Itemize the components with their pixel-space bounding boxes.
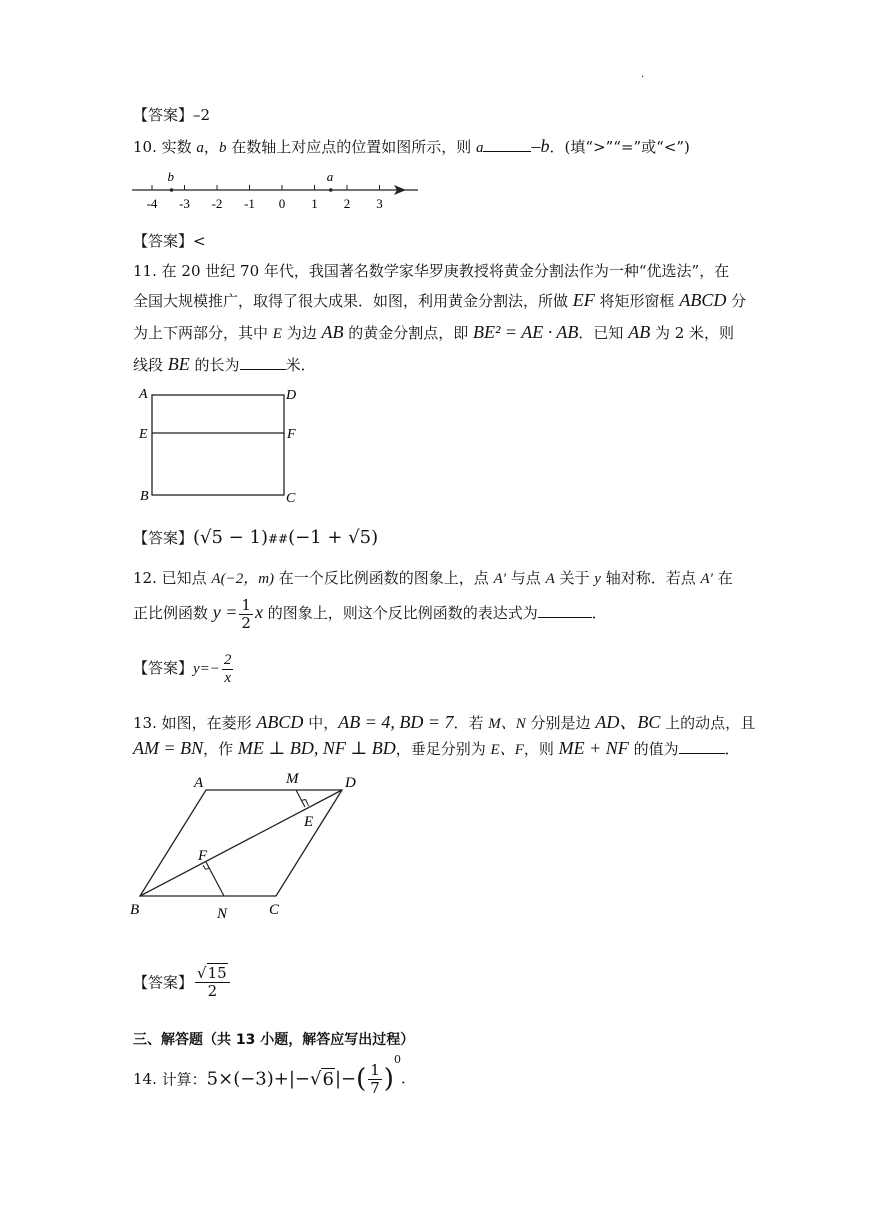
q9-answer	[133, 104, 210, 125]
tick-label: 2	[343, 196, 351, 211]
q14-left-paren: (	[356, 1064, 367, 1094]
rectangle-window-figure	[136, 384, 306, 508]
q12-fraction	[239, 597, 253, 631]
q12-line2	[133, 597, 607, 631]
q13-answer-fraction	[195, 965, 230, 999]
q11-line3-a: 为上下两部分，其中	[133, 324, 273, 342]
q13-sum: ME + NF	[558, 738, 629, 758]
q13-abcd: ABCD	[256, 712, 304, 732]
q10-answer-value: <	[193, 232, 206, 250]
q11-line4-b: 的长为	[189, 356, 240, 374]
tick-label: -2	[211, 196, 223, 211]
q11-line4-c: 米．	[285, 356, 316, 374]
q12-line2-a: 正比例函数	[133, 604, 213, 622]
q12-answer-num: 2	[223, 652, 232, 668]
q10-var-a2: a	[475, 140, 484, 156]
q12-frac-den: 2	[241, 613, 251, 632]
q11-answer-part2: (−1 + √5)	[288, 527, 379, 548]
q13-answer-den: 2	[207, 981, 218, 1000]
page-mark: ·	[641, 72, 645, 83]
q11-ab2: AB	[628, 322, 651, 342]
q14-exponent: 0	[393, 1053, 401, 1066]
label-c: C	[286, 491, 296, 506]
q12-a: A	[545, 571, 555, 587]
q12-line1-b: 在一个反比例函数的图象上，点	[274, 569, 494, 587]
answer-tag: 【答案】	[133, 106, 194, 124]
q11-line2-c: 分	[726, 292, 747, 310]
tick-label: -1	[244, 196, 255, 211]
q11-line4-a: 线段	[133, 356, 168, 374]
q13-answer-blank[interactable]	[679, 752, 725, 754]
q11-answer-part1: (√5 − 1)	[193, 527, 268, 548]
q11-line1-text: 在 20 世纪 70 年代，我国著名数学家华罗庚教授将黄金分割法作为一种“优选法”，在	[161, 262, 730, 280]
q10-answer-blank[interactable]	[483, 150, 531, 152]
q13-line2-a: ，作	[203, 740, 238, 758]
q12-line1-d: 关于	[554, 569, 595, 587]
q10-text-a: 实数	[161, 138, 197, 156]
q13-ef: E、F	[490, 742, 524, 758]
q10-text-d: ．(填“>”“=”或“<”)	[549, 138, 690, 156]
q13-line1-d: 分别是边	[525, 714, 596, 732]
q12-answer-lhs: y=−	[193, 661, 220, 677]
point-b-label: b	[167, 169, 174, 184]
q11-line1	[133, 260, 729, 281]
q11-answer-separator: ##	[267, 532, 289, 546]
label-e: E	[304, 814, 314, 830]
q14-text	[133, 1053, 416, 1097]
question-number: 13.	[133, 714, 157, 732]
tick-label: 0	[278, 196, 286, 211]
q11-line3-e: 为 2 米，则	[650, 324, 735, 342]
answer-tag: 【答案】	[133, 659, 194, 677]
q11-answer-blank[interactable]	[240, 368, 286, 370]
q14-sqrt: √6	[310, 1068, 334, 1090]
q14-frac-den: 7	[370, 1078, 380, 1097]
q11-ef: EF	[572, 290, 595, 310]
q11-line2-b: 将矩形窗框	[594, 292, 680, 310]
q10-text-c: 在数轴上对应点的位置如图所示，则	[226, 138, 476, 156]
q14-frac-num: 1	[370, 1061, 380, 1079]
label-d: D	[345, 775, 356, 791]
q12-line1	[133, 567, 733, 588]
q14-text-b: ．	[400, 1069, 416, 1087]
q12-line2-c: ．	[591, 604, 607, 622]
tick-label: -4	[146, 196, 158, 211]
tick-label: -3	[179, 196, 190, 211]
tick-label: 3	[376, 196, 383, 211]
q11-formula: BE² = AE · AB	[473, 322, 579, 342]
q12-answer-fraction	[222, 652, 234, 686]
q11-answer	[133, 527, 378, 548]
label-f: F	[287, 427, 296, 442]
q11-line2	[133, 290, 746, 311]
label-a: A	[194, 775, 204, 791]
q13-answer-num: √15	[195, 965, 230, 983]
q10-text	[133, 136, 690, 157]
q12-y-eq: y =	[212, 602, 238, 622]
q12-point: A(−2，m)	[211, 571, 275, 587]
diagonal-bd	[140, 790, 342, 896]
q12-line1-f: 在	[712, 569, 733, 587]
q12-answer-den: x	[224, 669, 231, 686]
q10-neg-b: –b	[531, 136, 550, 156]
q11-line3-c: 的黄金分割点，即	[343, 324, 474, 342]
label-b: B	[140, 489, 149, 504]
q12-line1-a: 已知点	[161, 569, 212, 587]
q12-line1-e: 轴对称．若点	[600, 569, 701, 587]
point-a-dot	[329, 188, 333, 192]
q13-line1-e: 上的动点，且	[660, 714, 756, 732]
q12-line1-c: 与点	[506, 569, 546, 587]
q13-answer	[133, 965, 232, 999]
q10-var-b: b	[218, 140, 227, 156]
q14-expr-a: 5×(−3)+|−	[206, 1068, 310, 1090]
label-b: B	[130, 902, 140, 918]
q13-sides: AD、BC	[595, 712, 661, 732]
q13-line1-a: 如图，在菱形	[161, 714, 257, 732]
q11-e: E	[272, 326, 282, 342]
rhombus-figure	[126, 768, 376, 924]
q13-perp: ME ⊥ BD, NF ⊥ BD	[237, 738, 396, 758]
q13-line1	[133, 708, 755, 734]
section-heading: 三、解答题（共 13 小题，解答应写出过程）	[133, 1032, 415, 1048]
q12-line2-b: 的图象上，则这个反比例函数的表达式为	[262, 604, 538, 622]
q13-line1-c: ．若	[453, 714, 489, 732]
q12-y: y	[594, 571, 601, 587]
q13-line2-d: 的值为	[628, 740, 679, 758]
q14-fraction	[368, 1062, 382, 1096]
q13-mn: M、N	[488, 716, 526, 732]
q12-frac-num: 1	[241, 596, 251, 614]
q13-line2	[133, 738, 740, 759]
label-c: C	[269, 902, 280, 918]
point-a-label: a	[326, 169, 334, 184]
label-m: M	[286, 771, 299, 787]
label-f: F	[198, 848, 208, 864]
q11-line3-d: ．已知	[578, 324, 629, 342]
q13-line2-e: ．	[724, 740, 740, 758]
answer-tag: 【答案】	[133, 529, 194, 547]
question-number: 12.	[133, 569, 157, 587]
answer-tag: 【答案】	[133, 973, 194, 992]
q11-line4	[133, 354, 316, 375]
q11-be: BE	[167, 354, 190, 374]
q10-answer	[133, 230, 206, 251]
question-number: 14.	[133, 1070, 157, 1088]
q11-abcd: ABCD	[679, 290, 727, 310]
q10-var-a: a	[196, 140, 204, 156]
q13-line2-b: ，垂足分别为	[395, 740, 491, 758]
q13-line2-c: ，则	[523, 740, 559, 758]
q14-right-paren: )	[383, 1064, 394, 1094]
q12-a-prime2: A′	[700, 571, 713, 587]
number-line-figure	[128, 166, 418, 216]
q14-text-a: 计算：	[161, 1070, 207, 1089]
q13-answer-radicand: 15	[207, 964, 227, 982]
q13-line1-b: 中，	[303, 714, 339, 732]
q12-x: x	[254, 602, 263, 622]
q11-ab: AB	[321, 322, 344, 342]
q13-eq: AM = BN	[133, 738, 204, 758]
q14-expr-b: |−	[334, 1068, 357, 1090]
q12-a-prime: A′	[493, 571, 507, 587]
label-a: A	[139, 387, 148, 402]
question-number: 10.	[133, 138, 157, 156]
q12-answer	[133, 652, 235, 686]
segment-me	[296, 790, 305, 807]
q14-radicand: 6	[322, 1068, 334, 1090]
label-d: D	[286, 388, 297, 403]
tick-label: 1	[311, 196, 318, 211]
segment-nf	[206, 862, 224, 896]
question-number: 11.	[133, 262, 157, 280]
point-b-dot	[170, 188, 174, 192]
q12-answer-blank[interactable]	[538, 616, 592, 618]
label-n: N	[217, 906, 228, 922]
q13-given: AB = 4, BD = 7	[338, 712, 454, 732]
q10-text-b: ，	[203, 138, 219, 156]
answer-tag: 【答案】	[133, 232, 194, 250]
q11-line3	[133, 322, 734, 343]
q11-line2-a: 全国大规模推广，取得了很大成果．如图，利用黄金分割法，所做	[133, 292, 573, 310]
label-e: E	[139, 427, 148, 442]
q11-line3-b: 为边	[281, 324, 322, 342]
q9-answer-value: –2	[193, 106, 211, 124]
rectangle-abcd	[152, 395, 284, 495]
